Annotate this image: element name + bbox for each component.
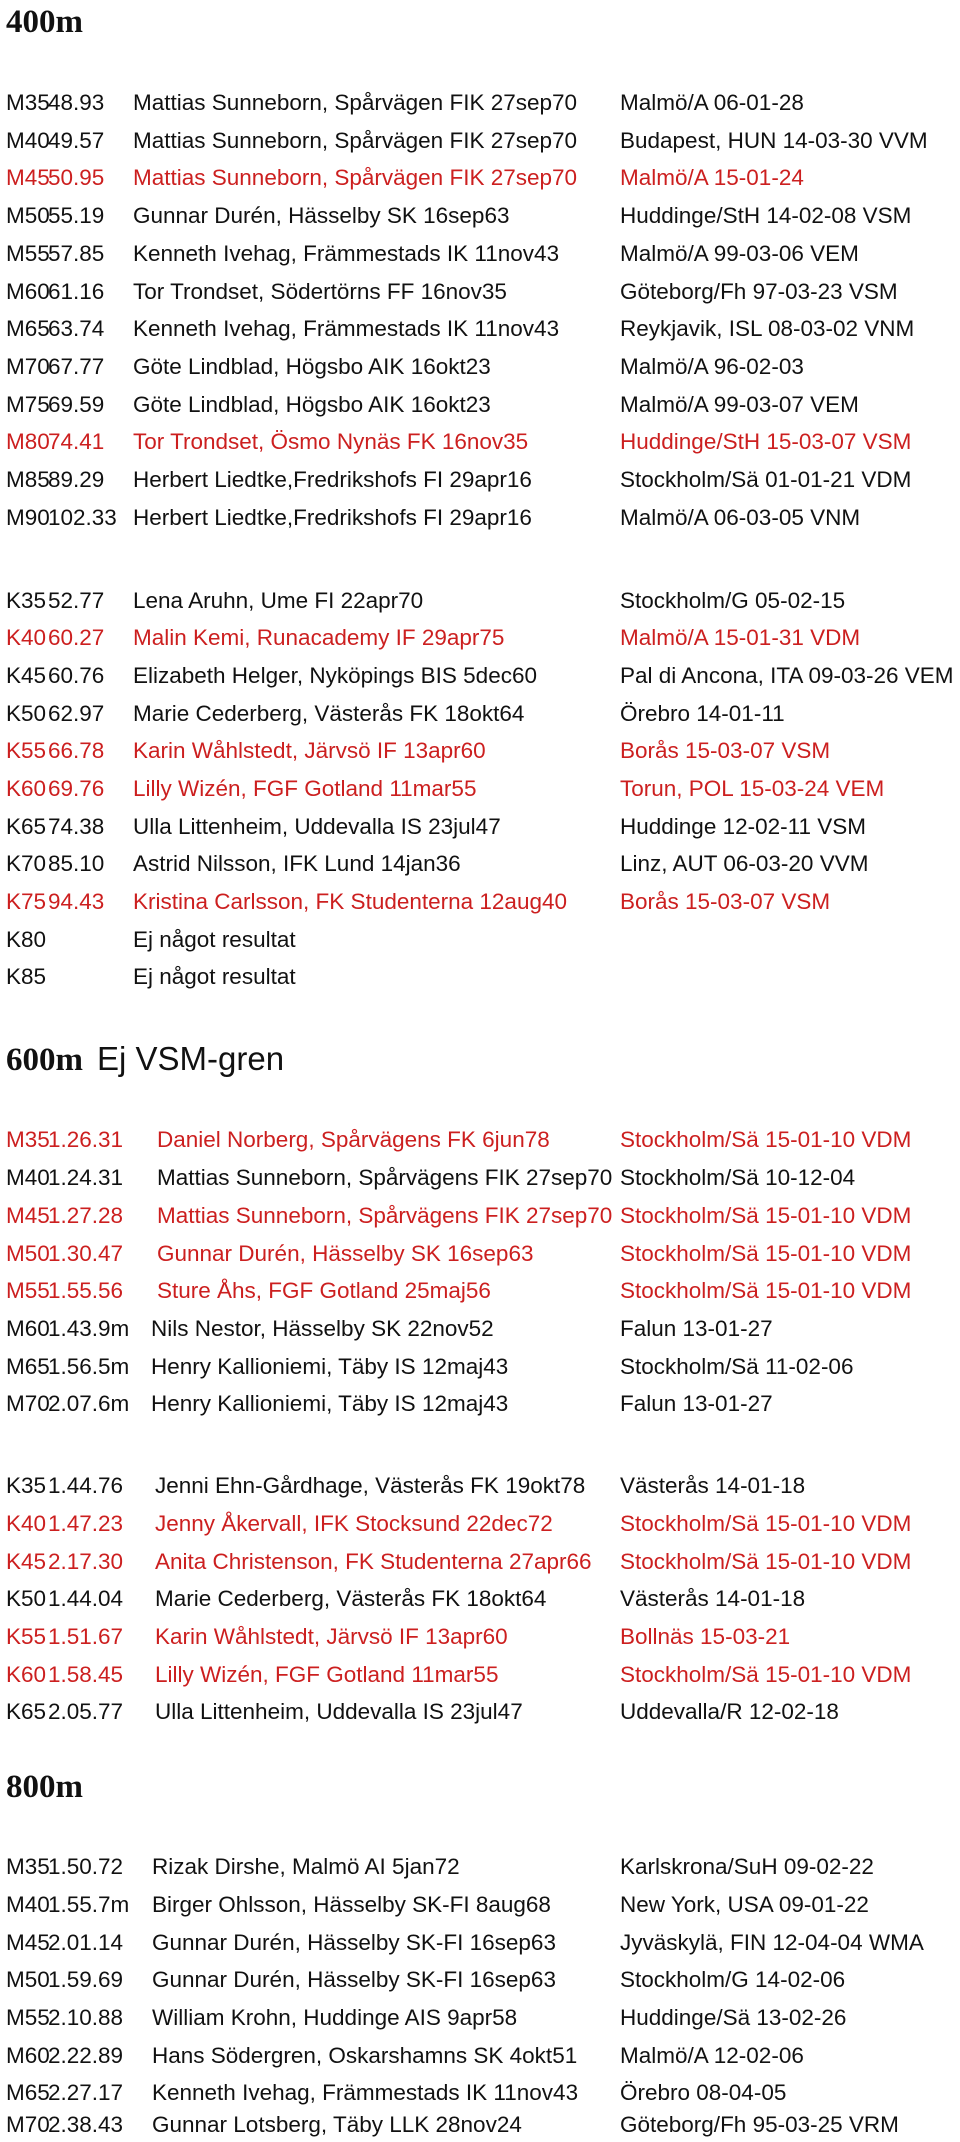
record-time: 67.77 — [48, 354, 105, 379]
age-class: M65 — [6, 2080, 50, 2105]
record-time: 74.38 — [48, 814, 105, 839]
age-class: M35 — [6, 90, 50, 115]
venue-date: Västerås 14-01-18 — [620, 1586, 806, 1611]
venue-date: Reykjavik, ISL 08-03-02 VNM — [620, 316, 915, 341]
athlete-info: Gunnar Durén, Hässelby SK-FI 16sep63 — [152, 1930, 556, 1955]
athlete-info: Ej något resultat — [133, 927, 296, 952]
age-class: K45 — [6, 663, 47, 688]
athlete-info: Jenni Ehn-Gårdhage, Västerås FK 19okt78 — [155, 1473, 586, 1498]
athlete-info: Ulla Littenheim, Uddevalla IS 23jul47 — [133, 814, 501, 839]
record-time: 2.10.88 — [48, 2005, 124, 2030]
record-time: 69.59 — [48, 392, 105, 417]
record-time: 2.07.6m — [48, 1391, 130, 1416]
age-class: K35 — [6, 588, 47, 613]
record-time: 1.55.7m — [48, 1892, 130, 1917]
section-title: 600m — [6, 1042, 83, 1078]
athlete-info: Nils Nestor, Hässelby SK 22nov52 — [151, 1316, 494, 1341]
record-time: 69.76 — [48, 776, 105, 801]
athlete-info: Kristina Carlsson, FK Studenterna 12aug40 — [133, 889, 568, 914]
venue-date: Malmö/A 15-01-31 VDM — [620, 625, 861, 650]
athlete-info: Astrid Nilsson, IFK Lund 14jan36 — [133, 851, 461, 876]
athlete-info: Karin Wåhlstedt, Järvsö IF 13apr60 — [155, 1624, 508, 1649]
section-heading-800m — [6, 1771, 83, 1804]
athlete-info: Kenneth Ivehag, Främmestads IK 11nov43 — [133, 316, 560, 341]
venue-date: Stockholm/Sä 11-02-06 — [620, 1354, 854, 1379]
athlete-info: Herbert Liedtke,Fredrikshofs FI 29apr16 — [133, 505, 532, 530]
age-class: M60 — [6, 279, 50, 304]
age-class: M45 — [6, 1930, 50, 1955]
record-time: 2.01.14 — [48, 1930, 124, 1955]
athlete-info: Göte Lindblad, Högsbo AIK 16okt23 — [133, 392, 491, 417]
age-class: K50 — [6, 701, 47, 726]
record-time: 2.17.30 — [48, 1549, 124, 1574]
age-class: M45 — [6, 165, 50, 190]
age-class: K40 — [6, 625, 47, 650]
record-time: 60.76 — [48, 663, 105, 688]
record-time: 74.41 — [48, 429, 105, 454]
venue-date: Linz, AUT 06-03-20 VVM — [620, 851, 869, 876]
athlete-info: Rizak Dirshe, Malmö AI 5jan72 — [152, 1854, 460, 1879]
section-heading-400m — [6, 6, 83, 39]
record-time: 1.56.5m — [48, 1354, 130, 1379]
age-class: M70 — [6, 2112, 50, 2137]
age-class: M85 — [6, 467, 50, 492]
record-time: 1.50.72 — [48, 1854, 124, 1879]
age-class: K40 — [6, 1511, 47, 1536]
record-time: 102.33 — [48, 505, 117, 530]
athlete-info: Mattias Sunneborn, Spårvägen FIK 27sep70 — [133, 165, 578, 190]
age-class: K45 — [6, 1549, 47, 1574]
record-time: 1.24.31 — [48, 1165, 124, 1190]
athlete-info: Kenneth Ivehag, Främmestads IK 11nov43 — [133, 241, 560, 266]
athlete-info: Gunnar Durén, Hässelby SK 16sep63 — [133, 203, 510, 228]
athlete-info: Marie Cederberg, Västerås FK 18okt64 — [133, 701, 525, 726]
record-time: 1.44.04 — [48, 1586, 124, 1611]
athlete-info: Tor Trondset, Ösmo Nynäs FK 16nov35 — [133, 429, 529, 454]
venue-date: Jyväskylä, FIN 12-04-04 WMA — [620, 1930, 924, 1955]
age-class: K35 — [6, 1473, 47, 1498]
athlete-info: Malin Kemi, Runacademy IF 29apr75 — [133, 625, 505, 650]
record-time: 1.27.28 — [48, 1203, 124, 1228]
record-time: 63.74 — [48, 316, 105, 341]
athlete-info: Sture Åhs, FGF Gotland 25maj56 — [157, 1278, 491, 1303]
section-title: 800m — [6, 1769, 83, 1805]
athlete-info: Mattias Sunneborn, Spårvägens FIK 27sep70 — [157, 1203, 613, 1228]
venue-date: Falun 13-01-27 — [620, 1391, 773, 1416]
venue-date: Malmö/A 99-03-07 VEM — [620, 392, 859, 417]
venue-date: Göteborg/Fh 97-03-23 VSM — [620, 279, 898, 304]
age-class: K55 — [6, 1624, 47, 1649]
record-time: 89.29 — [48, 467, 105, 492]
venue-date: Stockholm/G 14-02-06 — [620, 1967, 846, 1992]
athlete-info: Marie Cederberg, Västerås FK 18okt64 — [155, 1586, 547, 1611]
venue-date: Stockholm/Sä 15-01-10 VDM — [620, 1278, 912, 1303]
age-class: M60 — [6, 1316, 50, 1341]
athlete-info: Jenny Åkervall, IFK Stocksund 22dec72 — [155, 1511, 553, 1536]
athlete-info: Mattias Sunneborn, Spårvägen FIK 27sep70 — [133, 128, 578, 153]
venue-date: Stockholm/Sä 15-01-10 VDM — [620, 1662, 912, 1687]
record-time: 1.59.69 — [48, 1967, 124, 1992]
record-time: 94.43 — [48, 889, 105, 914]
age-class: M65 — [6, 1354, 50, 1379]
section-title: 400m — [6, 4, 83, 40]
athlete-info: Hans Södergren, Oskarshamns SK 4okt51 — [152, 2043, 578, 2068]
age-class: M55 — [6, 1278, 50, 1303]
record-time: 85.10 — [48, 851, 105, 876]
athlete-info: Lilly Wizén, FGF Gotland 11mar55 — [133, 776, 477, 801]
record-time: 52.77 — [48, 588, 105, 613]
athlete-info: Mattias Sunneborn, Spårvägens FIK 27sep70 — [157, 1165, 613, 1190]
venue-date: Huddinge/StH 15-03-07 VSM — [620, 429, 912, 454]
venue-date: Stockholm/Sä 15-01-10 VDM — [620, 1241, 912, 1266]
age-class: K75 — [6, 889, 47, 914]
record-time: 61.16 — [48, 279, 105, 304]
record-time: 2.27.17 — [48, 2080, 124, 2105]
venue-date: Budapest, HUN 14-03-30 VVM — [620, 128, 928, 153]
venue-date: Göteborg/Fh 95-03-25 VRM — [620, 2112, 899, 2137]
age-class: M45 — [6, 1203, 50, 1228]
athlete-info: Daniel Norberg, Spårvägens FK 6jun78 — [157, 1127, 550, 1152]
age-class: M40 — [6, 128, 50, 153]
age-class: M40 — [6, 1892, 50, 1917]
venue-date: Örebro 14-01-11 — [620, 701, 785, 726]
age-class: M55 — [6, 2005, 50, 2030]
venue-date: Västerås 14-01-18 — [620, 1473, 806, 1498]
venue-date: Malmö/A 99-03-06 VEM — [620, 241, 859, 266]
age-class: M50 — [6, 1967, 50, 1992]
athlete-info: Ulla Littenheim, Uddevalla IS 23jul47 — [155, 1699, 523, 1724]
venue-date: Uddevalla/R 12-02-18 — [620, 1699, 839, 1724]
venue-date: Örebro 08-04-05 — [620, 2080, 787, 2105]
athlete-info: William Krohn, Huddinge AIS 9apr58 — [152, 2005, 518, 2030]
athlete-info: Gunnar Lotsberg, Täby LLK 28nov24 — [152, 2112, 522, 2137]
age-class: K85 — [6, 964, 47, 989]
athlete-info: Elizabeth Helger, Nyköpings BIS 5dec60 — [133, 663, 537, 688]
athlete-info: Kenneth Ivehag, Främmestads IK 11nov43 — [152, 2080, 579, 2105]
record-time: 1.47.23 — [48, 1511, 124, 1536]
venue-date: Bollnäs 15-03-21 — [620, 1624, 791, 1649]
athlete-info: Henry Kallioniemi, Täby IS 12maj43 — [151, 1354, 509, 1379]
record-time: 49.57 — [48, 128, 105, 153]
section-heading-600m — [6, 1042, 284, 1077]
age-class: K55 — [6, 738, 47, 763]
record-time: 2.38.43 — [48, 2112, 124, 2137]
age-class: K60 — [6, 1662, 47, 1687]
record-time: 1.43.9m — [48, 1316, 130, 1341]
record-time: 1.26.31 — [48, 1127, 124, 1152]
venue-date: Huddinge 12-02-11 VSM — [620, 814, 866, 839]
venue-date: Pal di Ancona, ITA 09-03-26 VEM — [620, 663, 954, 688]
age-class: M35 — [6, 1854, 50, 1879]
athlete-info: Karin Wåhlstedt, Järvsö IF 13apr60 — [133, 738, 486, 763]
venue-date: Stockholm/Sä 10-12-04 — [620, 1165, 856, 1190]
venue-date: New York, USA 09-01-22 — [620, 1892, 869, 1917]
record-time: 66.78 — [48, 738, 105, 763]
athlete-info: Ej något resultat — [133, 964, 296, 989]
record-time: 2.05.77 — [48, 1699, 124, 1724]
athlete-info: Tor Trondset, Södertörns FF 16nov35 — [133, 279, 507, 304]
record-time: 60.27 — [48, 625, 105, 650]
athlete-info: Göte Lindblad, Högsbo AIK 16okt23 — [133, 354, 491, 379]
venue-date: Borås 15-03-07 VSM — [620, 738, 831, 763]
athlete-info: Henry Kallioniemi, Täby IS 12maj43 — [151, 1391, 509, 1416]
record-time: 57.85 — [48, 241, 105, 266]
age-class: M50 — [6, 1241, 50, 1266]
age-class: M90 — [6, 505, 50, 530]
record-time: 2.22.89 — [48, 2043, 124, 2068]
age-class: M40 — [6, 1165, 50, 1190]
age-class: M70 — [6, 354, 50, 379]
athlete-info: Lilly Wizén, FGF Gotland 11mar55 — [155, 1662, 499, 1687]
age-class: M70 — [6, 1391, 50, 1416]
athlete-info: Gunnar Durén, Hässelby SK-FI 16sep63 — [152, 1967, 556, 1992]
venue-date: Stockholm/Sä 15-01-10 VDM — [620, 1127, 912, 1152]
venue-date: Huddinge/Sä 13-02-26 — [620, 2005, 847, 2030]
age-class: K80 — [6, 927, 47, 952]
record-time: 1.44.76 — [48, 1473, 124, 1498]
venue-date: Huddinge/StH 14-02-08 VSM — [620, 203, 912, 228]
venue-date: Karlskrona/SuH 09-02-22 — [620, 1854, 874, 1879]
athlete-info: Gunnar Durén, Hässelby SK 16sep63 — [157, 1241, 534, 1266]
athlete-info: Lena Aruhn, Ume FI 22apr70 — [133, 588, 424, 613]
age-class: K70 — [6, 851, 47, 876]
record-time: 50.95 — [48, 165, 105, 190]
record-time: 1.55.56 — [48, 1278, 124, 1303]
venue-date: Falun 13-01-27 — [620, 1316, 773, 1341]
venue-date: Stockholm/G 05-02-15 — [620, 588, 846, 613]
age-class: M80 — [6, 429, 50, 454]
venue-date: Torun, POL 15-03-24 VEM — [620, 776, 885, 801]
age-class: M50 — [6, 203, 50, 228]
age-class: K65 — [6, 814, 47, 839]
athlete-info: Birger Ohlsson, Hässelby SK-FI 8aug68 — [152, 1892, 551, 1917]
athlete-info: Anita Christenson, FK Studenterna 27apr66 — [155, 1549, 592, 1574]
venue-date: Malmö/A 96-02-03 — [620, 354, 804, 379]
age-class: M55 — [6, 241, 50, 266]
section-subheading: Ej VSM-gren — [97, 1040, 285, 1077]
record-time: 1.58.45 — [48, 1662, 124, 1687]
record-time: 48.93 — [48, 90, 105, 115]
record-time: 62.97 — [48, 701, 105, 726]
athlete-info: Mattias Sunneborn, Spårvägen FIK 27sep70 — [133, 90, 578, 115]
venue-date: Borås 15-03-07 VSM — [620, 889, 831, 914]
record-time: 55.19 — [48, 203, 105, 228]
record-time: 1.51.67 — [48, 1624, 124, 1649]
venue-date: Stockholm/Sä 01-01-21 VDM — [620, 467, 912, 492]
venue-date: Stockholm/Sä 15-01-10 VDM — [620, 1203, 912, 1228]
venue-date: Malmö/A 12-02-06 — [620, 2043, 804, 2068]
age-class: M60 — [6, 2043, 50, 2068]
age-class: M75 — [6, 392, 50, 417]
age-class: K65 — [6, 1699, 47, 1724]
venue-date: Malmö/A 06-03-05 VNM — [620, 505, 861, 530]
age-class: M35 — [6, 1127, 50, 1152]
record-time: 1.30.47 — [48, 1241, 124, 1266]
venue-date: Malmö/A 06-01-28 — [620, 90, 804, 115]
athlete-info: Herbert Liedtke,Fredrikshofs FI 29apr16 — [133, 467, 532, 492]
venue-date: Malmö/A 15-01-24 — [620, 165, 804, 190]
age-class: M65 — [6, 316, 50, 341]
venue-date: Stockholm/Sä 15-01-10 VDM — [620, 1549, 912, 1574]
age-class: K50 — [6, 1586, 47, 1611]
venue-date: Stockholm/Sä 15-01-10 VDM — [620, 1511, 912, 1536]
age-class: K60 — [6, 776, 47, 801]
